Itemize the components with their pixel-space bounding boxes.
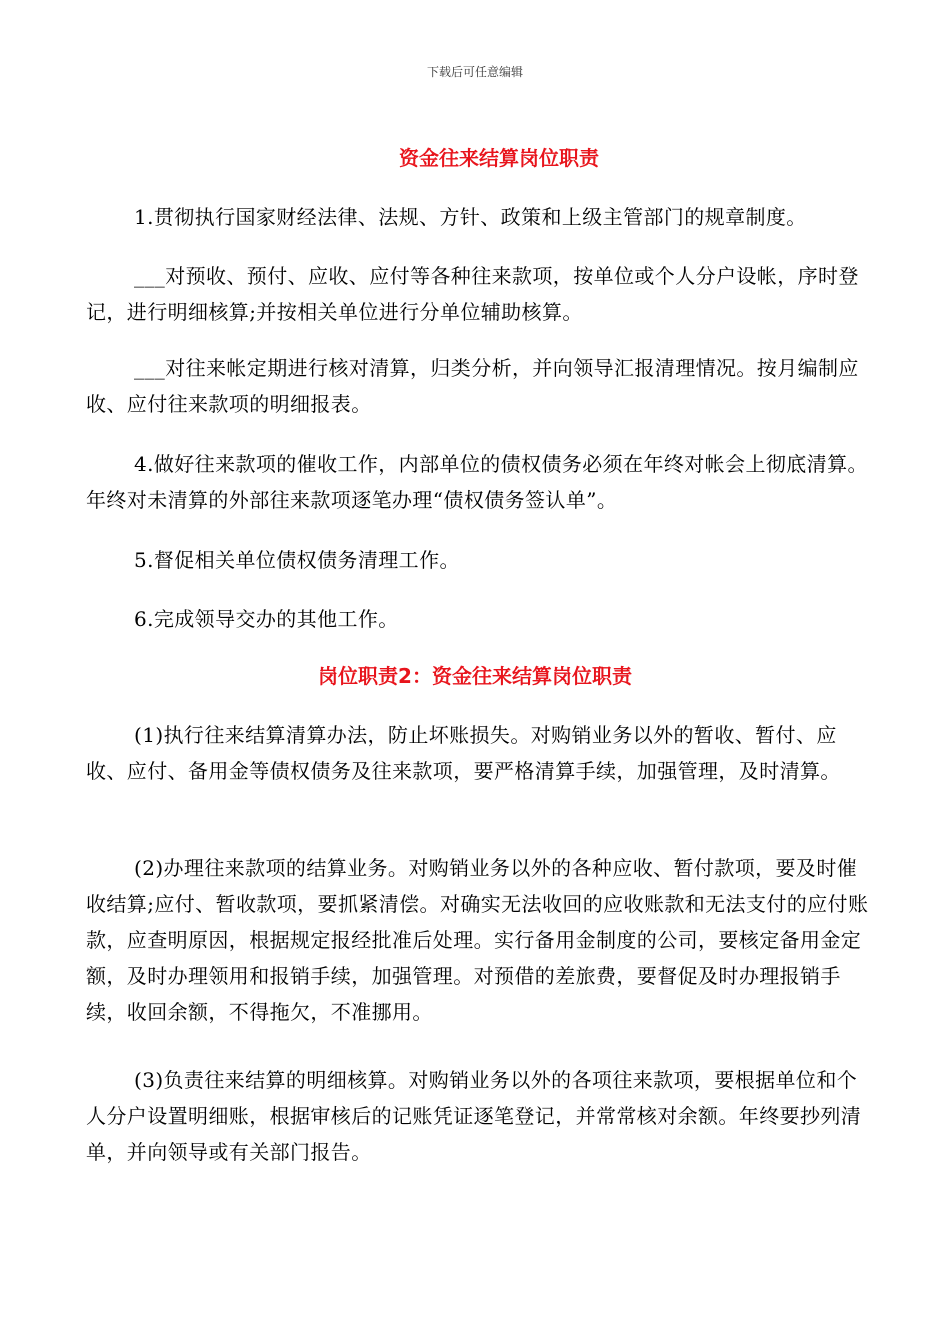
section-1-item-6: 6.完成领导交办的其他工作。: [134, 607, 399, 631]
section-1-item-4: 4.做好往来款项的催收工作，内部单位的债权债务必须在年终对帐会上彻底清算。年终对未清算的外部往来款项逐笔办理“债权债务签认单”。: [86, 452, 868, 512]
section-1-item-5: 5.督促相关单位债权债务清理工作。: [134, 548, 460, 572]
header-note: 下载后可任意编辑: [426, 65, 523, 79]
section-2-item-2: (2)办理往来款项的结算业务。对购销业务以外的各种应收、暂付款项，要及时催收结算;应付、暂收款项，要抓紧清偿。对确实无法收回的应收账款和无法支付的应付账款，应查明原因，根据规定报经批准后处理。实行备用金制度的公司，要核定备用金定额，及时办理领用和报销手续，加强管理。对预借的差旅费，要督促及时办理报销手续，收回余额，不得拖欠，不准挪用。: [86, 856, 869, 1024]
section-2-item-3: (3)负责往来结算的明细核算。对购销业务以外的各项往来款项，要根据单位和个人分户设置明细账，根据审核后的记账凭证逐笔登记，并常常核对余额。年终要抄列清单，并向领导或有关部门报告。: [86, 1068, 862, 1164]
section-2-item-1: (1)执行往来结算清算办法，防止坏账损失。对购销业务以外的暂收、暂付、应收、应付、备用金等债权债务及往来款项，要严格清算手续，加强管理，及时清算。: [86, 723, 841, 783]
section-1-item-3: ___对往来帐定期进行核对清算，归类分析，并向领导汇报清理情况。按月编制应收、应付往来款项的明细报表。: [86, 356, 859, 416]
section-1-item-1: 1.贯彻执行国家财经法律、法规、方针、政策和上级主管部门的规章制度。: [134, 205, 807, 229]
section-1-title: 资金往来结算岗位职责: [399, 146, 599, 170]
section-1-item-2: ___对预收、预付、应收、应付等各种往来款项，按单位或个人分户设帐，序时登记，进行明细核算;并按相关单位进行分单位辅助核算。: [86, 264, 859, 324]
section-2-title: 岗位职责2：资金往来结算岗位职责: [318, 664, 632, 688]
